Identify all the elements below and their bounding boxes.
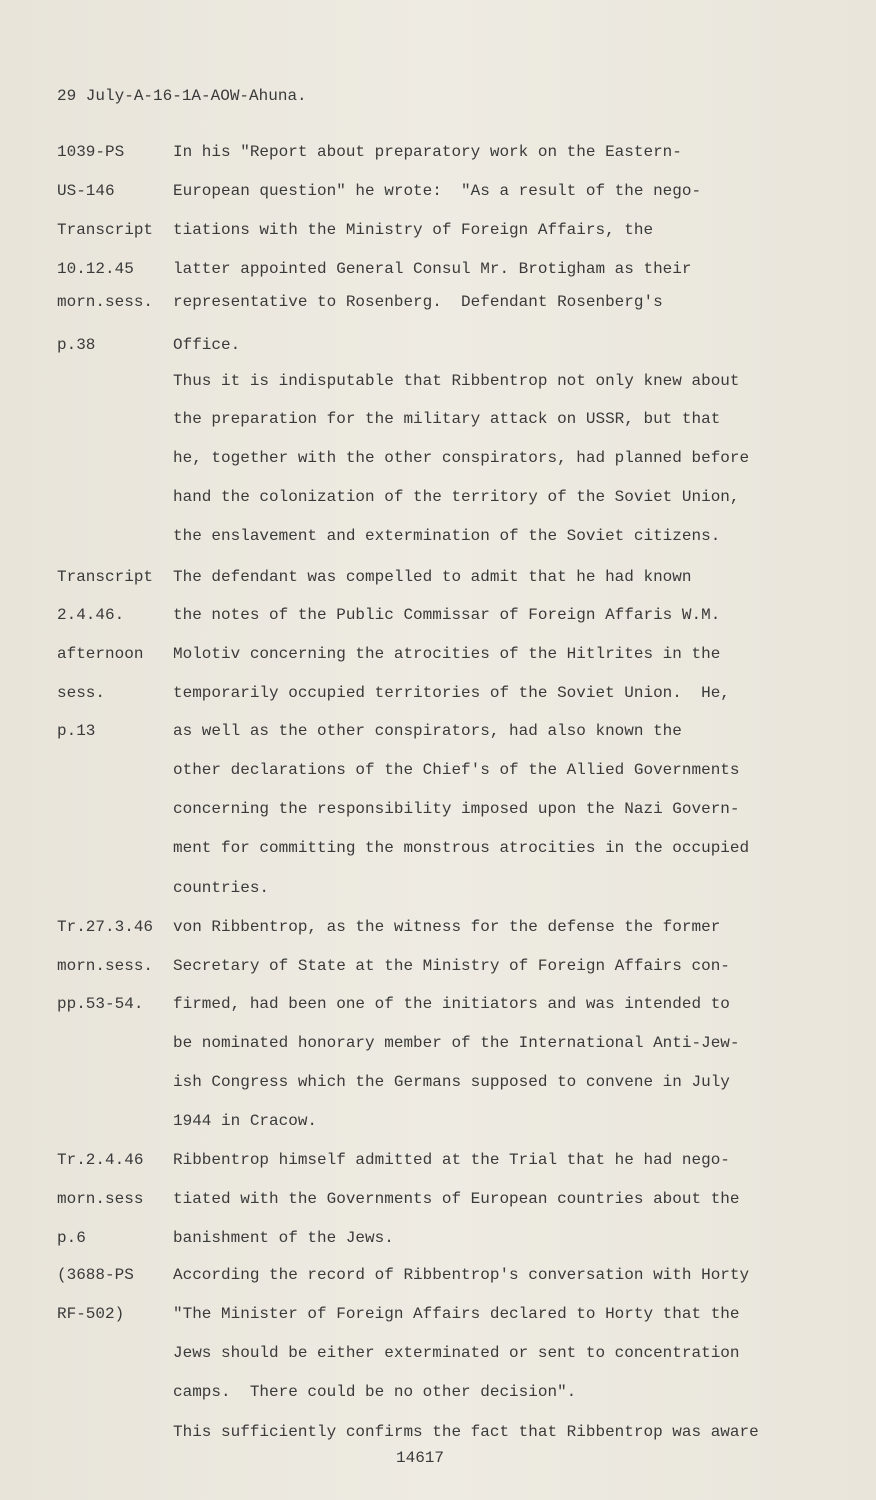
margin-reference: 2.4.46. [57, 606, 125, 624]
document-header: 29 July-A-16-1A-AOW-Ahuna. [57, 87, 307, 105]
margin-reference: US-146 [57, 182, 115, 200]
body-text: Office. [173, 336, 241, 354]
text-line [0, 837, 876, 859]
text-line [0, 1149, 876, 1171]
text-line [0, 955, 876, 977]
body-text: In his "Report about preparatory work on the Eastern- [173, 143, 682, 161]
text-line [0, 447, 876, 469]
page-number: 14617 [396, 1449, 445, 1467]
margin-reference: p.38 [57, 336, 96, 354]
body-text: the preparation for the military attack on USSR, but that [173, 410, 721, 428]
body-text: concerning the responsibility imposed upon the Nazi Govern- [173, 800, 740, 818]
text-line [0, 566, 876, 588]
text-line [0, 1227, 876, 1249]
text-line [0, 877, 876, 899]
text-line [0, 370, 876, 392]
margin-reference: 10.12.45 [57, 260, 134, 278]
text-line [0, 1421, 876, 1443]
text-line [0, 180, 876, 202]
text-line [0, 219, 876, 241]
body-text: as well as the other conspirators, had also known the [173, 722, 682, 740]
text-line [0, 1188, 876, 1210]
margin-reference: 1039-PS [57, 143, 125, 161]
text-line [0, 916, 876, 938]
margin-reference: Transcript [57, 221, 154, 239]
margin-reference: afternoon [57, 645, 144, 663]
body-text: Molotiv concerning the atrocities of the Hitlrites in the [173, 645, 721, 663]
text-line [0, 682, 876, 704]
text-line [0, 1071, 876, 1093]
text-line [0, 486, 876, 508]
margin-reference: Tr.2.4.46 [57, 1151, 144, 1169]
text-line [0, 1303, 876, 1325]
body-text: The defendant was compelled to admit that he had known [173, 568, 692, 586]
body-text: tiated with the Governments of European countries about the [173, 1190, 740, 1208]
text-line [0, 1032, 876, 1054]
body-text: Jews should be either exterminated or sent to concentration [173, 1344, 740, 1362]
text-line [0, 525, 876, 547]
body-text: temporarily occupied territories of the Soviet Union. He, [173, 684, 730, 702]
margin-reference: p.6 [57, 1229, 86, 1247]
body-text: Thus it is indisputable that Ribbentrop not only knew about [173, 372, 740, 390]
margin-reference: pp.53-54. [57, 995, 144, 1013]
margin-reference: Tr.27.3.46 [57, 918, 154, 936]
body-text: "The Minister of Foreign Affairs declared to Horty that the [173, 1305, 740, 1323]
text-line [0, 334, 876, 356]
body-text: other declarations of the Chief's of the Allied Governments [173, 761, 740, 779]
body-text: camps. There could be no other decision". [173, 1383, 577, 1401]
body-text: countries. [173, 879, 270, 897]
body-text: ish Congress which the Germans supposed to convene in July [173, 1073, 730, 1091]
body-text: ment for committing the monstrous atrocities in the occupied [173, 839, 750, 857]
text-line [0, 798, 876, 820]
body-text: hand the colonization of the territory of the Soviet Union, [173, 488, 740, 506]
margin-reference: sess. [57, 684, 106, 702]
body-text: According the record of Ribbentrop's conversation with Horty [173, 1266, 750, 1284]
text-line [0, 258, 876, 280]
margin-reference: (3688-PS [57, 1266, 134, 1284]
text-line [0, 759, 876, 781]
body-text: tiations with the Ministry of Foreign Affairs, the [173, 221, 654, 239]
text-line [0, 408, 876, 430]
body-text: firmed, had been one of the initiators and was intended to [173, 995, 730, 1013]
text-line [0, 1342, 876, 1364]
text-line [0, 643, 876, 665]
body-text: banishment of the Jews. [173, 1229, 394, 1247]
body-text: the notes of the Public Commissar of Foreign Affaris W.M. [173, 606, 721, 624]
body-text: Secretary of State at the Ministry of Foreign Affairs con- [173, 957, 730, 975]
body-text: von Ribbentrop, as the witness for the defense the former [173, 918, 721, 936]
text-line [0, 993, 876, 1015]
body-text: the enslavement and extermination of the Soviet citizens. [173, 527, 721, 545]
margin-reference: morn.sess [57, 1190, 144, 1208]
margin-reference: p.13 [57, 722, 96, 740]
body-text: European question" he wrote: "As a result of the nego- [173, 182, 702, 200]
body-text: he, together with the other conspirators, had planned before [173, 449, 750, 467]
body-text: be nominated honorary member of the International Anti-Jew- [173, 1034, 740, 1052]
text-line [0, 141, 876, 163]
body-text: Ribbentrop himself admitted at the Trial that he had nego- [173, 1151, 730, 1169]
text-line [0, 720, 876, 742]
margin-reference: morn.sess. [57, 957, 154, 975]
text-line [0, 1110, 876, 1132]
text-line [0, 604, 876, 626]
body-text: 1944 in Cracow. [173, 1112, 318, 1130]
margin-reference: Transcript [57, 568, 154, 586]
body-text: representative to Rosenberg. Defendant Rosenberg's [173, 293, 663, 311]
margin-reference: morn.sess. [57, 293, 154, 311]
margin-reference: RF-502) [57, 1305, 125, 1323]
text-line [0, 291, 876, 313]
text-line [0, 1264, 876, 1286]
body-text: latter appointed General Consul Mr. Brotigham as their [173, 260, 692, 278]
body-text: This sufficiently confirms the fact that Ribbentrop was aware [173, 1423, 759, 1441]
text-line [0, 1381, 876, 1403]
